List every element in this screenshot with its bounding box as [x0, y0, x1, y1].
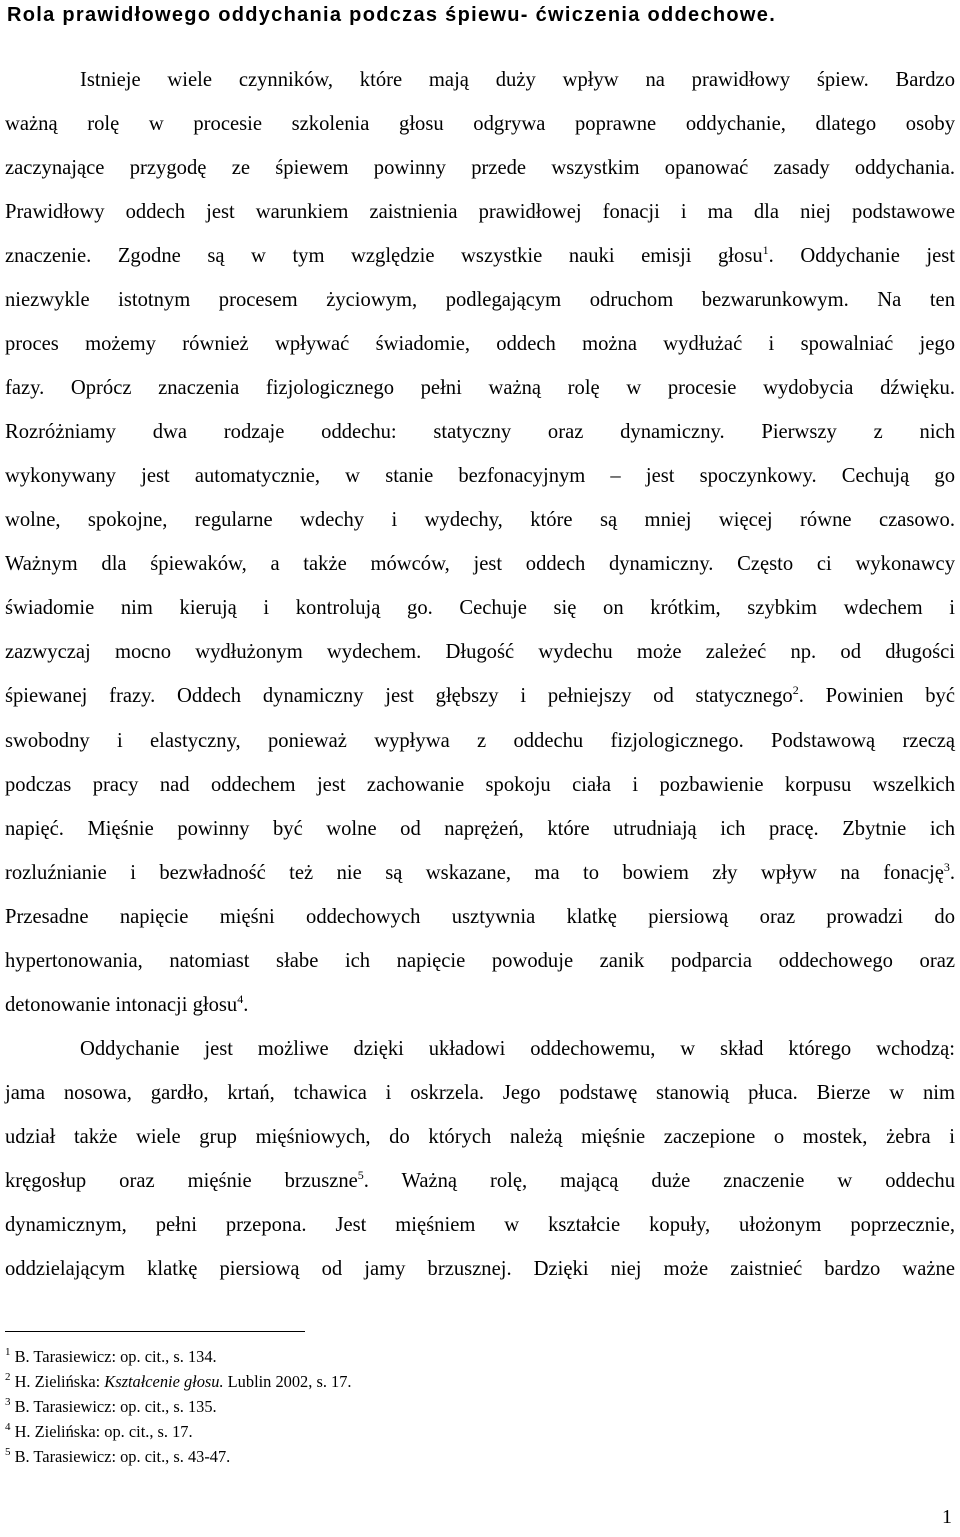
text-segment: dynamicznym, pełni przepona. Jest mięśniem w kształcie kopuły, ułożonym poprzecznie, [5, 1214, 955, 1236]
text-segment: hypertonowania, natomiast słabe ich napięcie powoduje zanik podparcia oddechowego oraz [5, 950, 955, 972]
text-line [80, 1036, 955, 1062]
footnote-text: H. Zielińska: [10, 1372, 105, 1391]
document-title: Rola prawidłowego oddychania podczas śpiewu- ćwiczenia oddechowe. [7, 4, 777, 26]
footnote-separator [5, 1331, 305, 1332]
text-segment: proces możemy również wpływać świadomie, oddech można wydłużać i spowalniać jego [5, 333, 955, 355]
text-line [5, 683, 955, 709]
page-number: 1 [942, 1506, 952, 1528]
text-segment: wolne, spokojne, regularne wdechy i wydechy, które są mniej więcej równe czasowo. [5, 509, 955, 531]
text-segment: podczas pracy nad oddechem jest zachowanie spokoju ciała i pozbawienie korpusu wszelkich [5, 774, 955, 796]
text-segment: Istnieje wiele czynników, które mają duży wpływ na prawidłowy śpiew. Bardzo [80, 69, 955, 91]
footnote-italic-title: Kształcenie głosu. [104, 1372, 224, 1391]
footnote-ref: 3 [943, 860, 950, 874]
text-segment: . Ważną rolę, mającą duże znaczenie w oddechu [363, 1170, 955, 1192]
text-segment: udział także wiele grup mięśniowych, do których należą mięśnie zaczepione o mostek, żebra i [5, 1126, 955, 1148]
text-segment: zazwyczaj mocno wydłużonym wydechem. Długość wydechu może zależeć np. od długości [5, 641, 955, 663]
text-segment: jama nosowa, gardło, krtań, tchawica i oskrzela. Jego podstawę stanowią płuca. Bierze w nim [5, 1082, 955, 1104]
footnote-text: B. Tarasiewicz: op. cit., s. 134. [10, 1347, 217, 1366]
footnote [5, 1446, 230, 1468]
footnote-ref: 1 [762, 243, 769, 257]
footnote-text-after: Lublin 2002, s. 17. [223, 1372, 352, 1391]
text-line [5, 1212, 955, 1238]
text-segment: zaczynające przygodę ze śpiewem powinny przede wszystkim opanować zasady oddychania. [5, 157, 955, 179]
text-segment: Prawidłowy oddech jest warunkiem zaistnienia prawidłowej fonacji i ma dla niej podstawowe [5, 201, 955, 223]
text-line [5, 595, 955, 621]
footnote-text: B. Tarasiewicz: op. cit., s. 135. [10, 1397, 217, 1416]
text-segment: rozluźnianie i bezwładność też nie są wskazane, ma to bowiem zły wpływ na fonację [5, 862, 944, 884]
text-line [5, 860, 955, 886]
text-line [5, 111, 955, 137]
text-segment: śpiewanej frazy. Oddech dynamiczny jest głębszy i pełniejszy od statycznego [5, 685, 793, 707]
text-line [5, 507, 955, 533]
footnote [5, 1371, 352, 1393]
text-line [5, 419, 955, 445]
text-line [5, 639, 955, 665]
text-segment: Przesadne napięcie mięśni oddechowych usztywnia klatkę piersiową oraz prowadzi do [5, 906, 955, 928]
text-segment: . Oddychanie jest [768, 245, 955, 267]
text-line [5, 816, 955, 842]
text-line [5, 551, 955, 577]
text-line [5, 904, 955, 930]
footnote [5, 1421, 193, 1443]
footnote-ref: 2 [792, 683, 799, 697]
text-segment: niezwykle istotnym procesem życiowym, podlegającym odruchom bezwarunkowym. Na ten [5, 289, 955, 311]
footnote-text: H. Zielińska: op. cit., s. 17. [10, 1422, 193, 1441]
text-segment: swobodny i elastyczny, ponieważ wypływa z oddechu fizjologicznego. Podstawową rzeczą [5, 730, 955, 752]
text-line [5, 375, 955, 401]
text-segment: . [949, 862, 955, 884]
text-segment: oddzielającym klatkę piersiową od jamy brzusznej. Dzięki niej może zaistnieć bardzo ważne [5, 1258, 955, 1280]
footnote-number: 1 [5, 1346, 11, 1358]
footnote-number: 5 [5, 1446, 11, 1458]
footnote-number: 2 [5, 1371, 11, 1383]
text-line [5, 331, 955, 357]
footnote [5, 1346, 217, 1368]
text-segment: wykonywany jest automatycznie, w stanie bezfonacyjnym – jest spoczynkowy. Cechują go [5, 465, 955, 487]
text-line [5, 199, 955, 225]
text-segment: . Powinien być [798, 685, 955, 707]
footnote-number: 3 [5, 1396, 11, 1408]
text-segment: znaczenie. Zgodne są w tym względzie wszystkie nauki emisji głosu [5, 245, 763, 267]
text-line [5, 1168, 955, 1194]
text-line [5, 155, 955, 181]
text-segment: detonowanie intonacji głosu [5, 994, 238, 1016]
text-segment: Oddychanie jest możliwe dzięki układowi oddechowemu, w skład którego wchodzą: [80, 1038, 955, 1060]
text-line [5, 1080, 955, 1106]
text-line [5, 287, 955, 313]
text-line [5, 992, 955, 1018]
text-segment: ważną rolę w procesie szkolenia głosu odgrywa poprawne oddychanie, dlatego osoby [5, 113, 955, 135]
footnote [5, 1396, 217, 1418]
text-line [5, 463, 955, 489]
text-segment: fazy. Oprócz znaczenia fizjologicznego pełni ważną rolę w procesie wydobycia dźwięku. [5, 377, 955, 399]
text-segment: Ważnym dla śpiewaków, a także mówców, jest oddech dynamiczny. Często ci wykonawcy [5, 553, 955, 575]
text-segment: Rozróżniamy dwa rodzaje oddechu: statyczny oraz dynamiczny. Pierwszy z nich [5, 421, 955, 443]
text-segment: kręgosłup oraz mięśnie brzuszne [5, 1170, 358, 1192]
text-line [5, 728, 955, 754]
text-segment: napięć. Mięśnie powinny być wolne od naprężeń, które utrudniają ich pracę. Zbytnie ich [5, 818, 955, 840]
footnote-text: B. Tarasiewicz: op. cit., s. 43-47. [10, 1447, 231, 1466]
footnote-number: 4 [5, 1421, 11, 1433]
text-line [5, 1256, 955, 1282]
footnote-ref: 5 [357, 1168, 364, 1182]
text-segment: . [243, 994, 249, 1016]
text-line [5, 243, 955, 269]
text-line [80, 67, 955, 93]
text-line [5, 948, 955, 974]
footnote-ref: 4 [237, 992, 244, 1006]
text-segment: świadomie nim kierują i kontrolują go. Cechuje się on krótkim, szybkim wdechem i [5, 597, 955, 619]
text-line [5, 1124, 955, 1150]
text-line [5, 772, 955, 798]
